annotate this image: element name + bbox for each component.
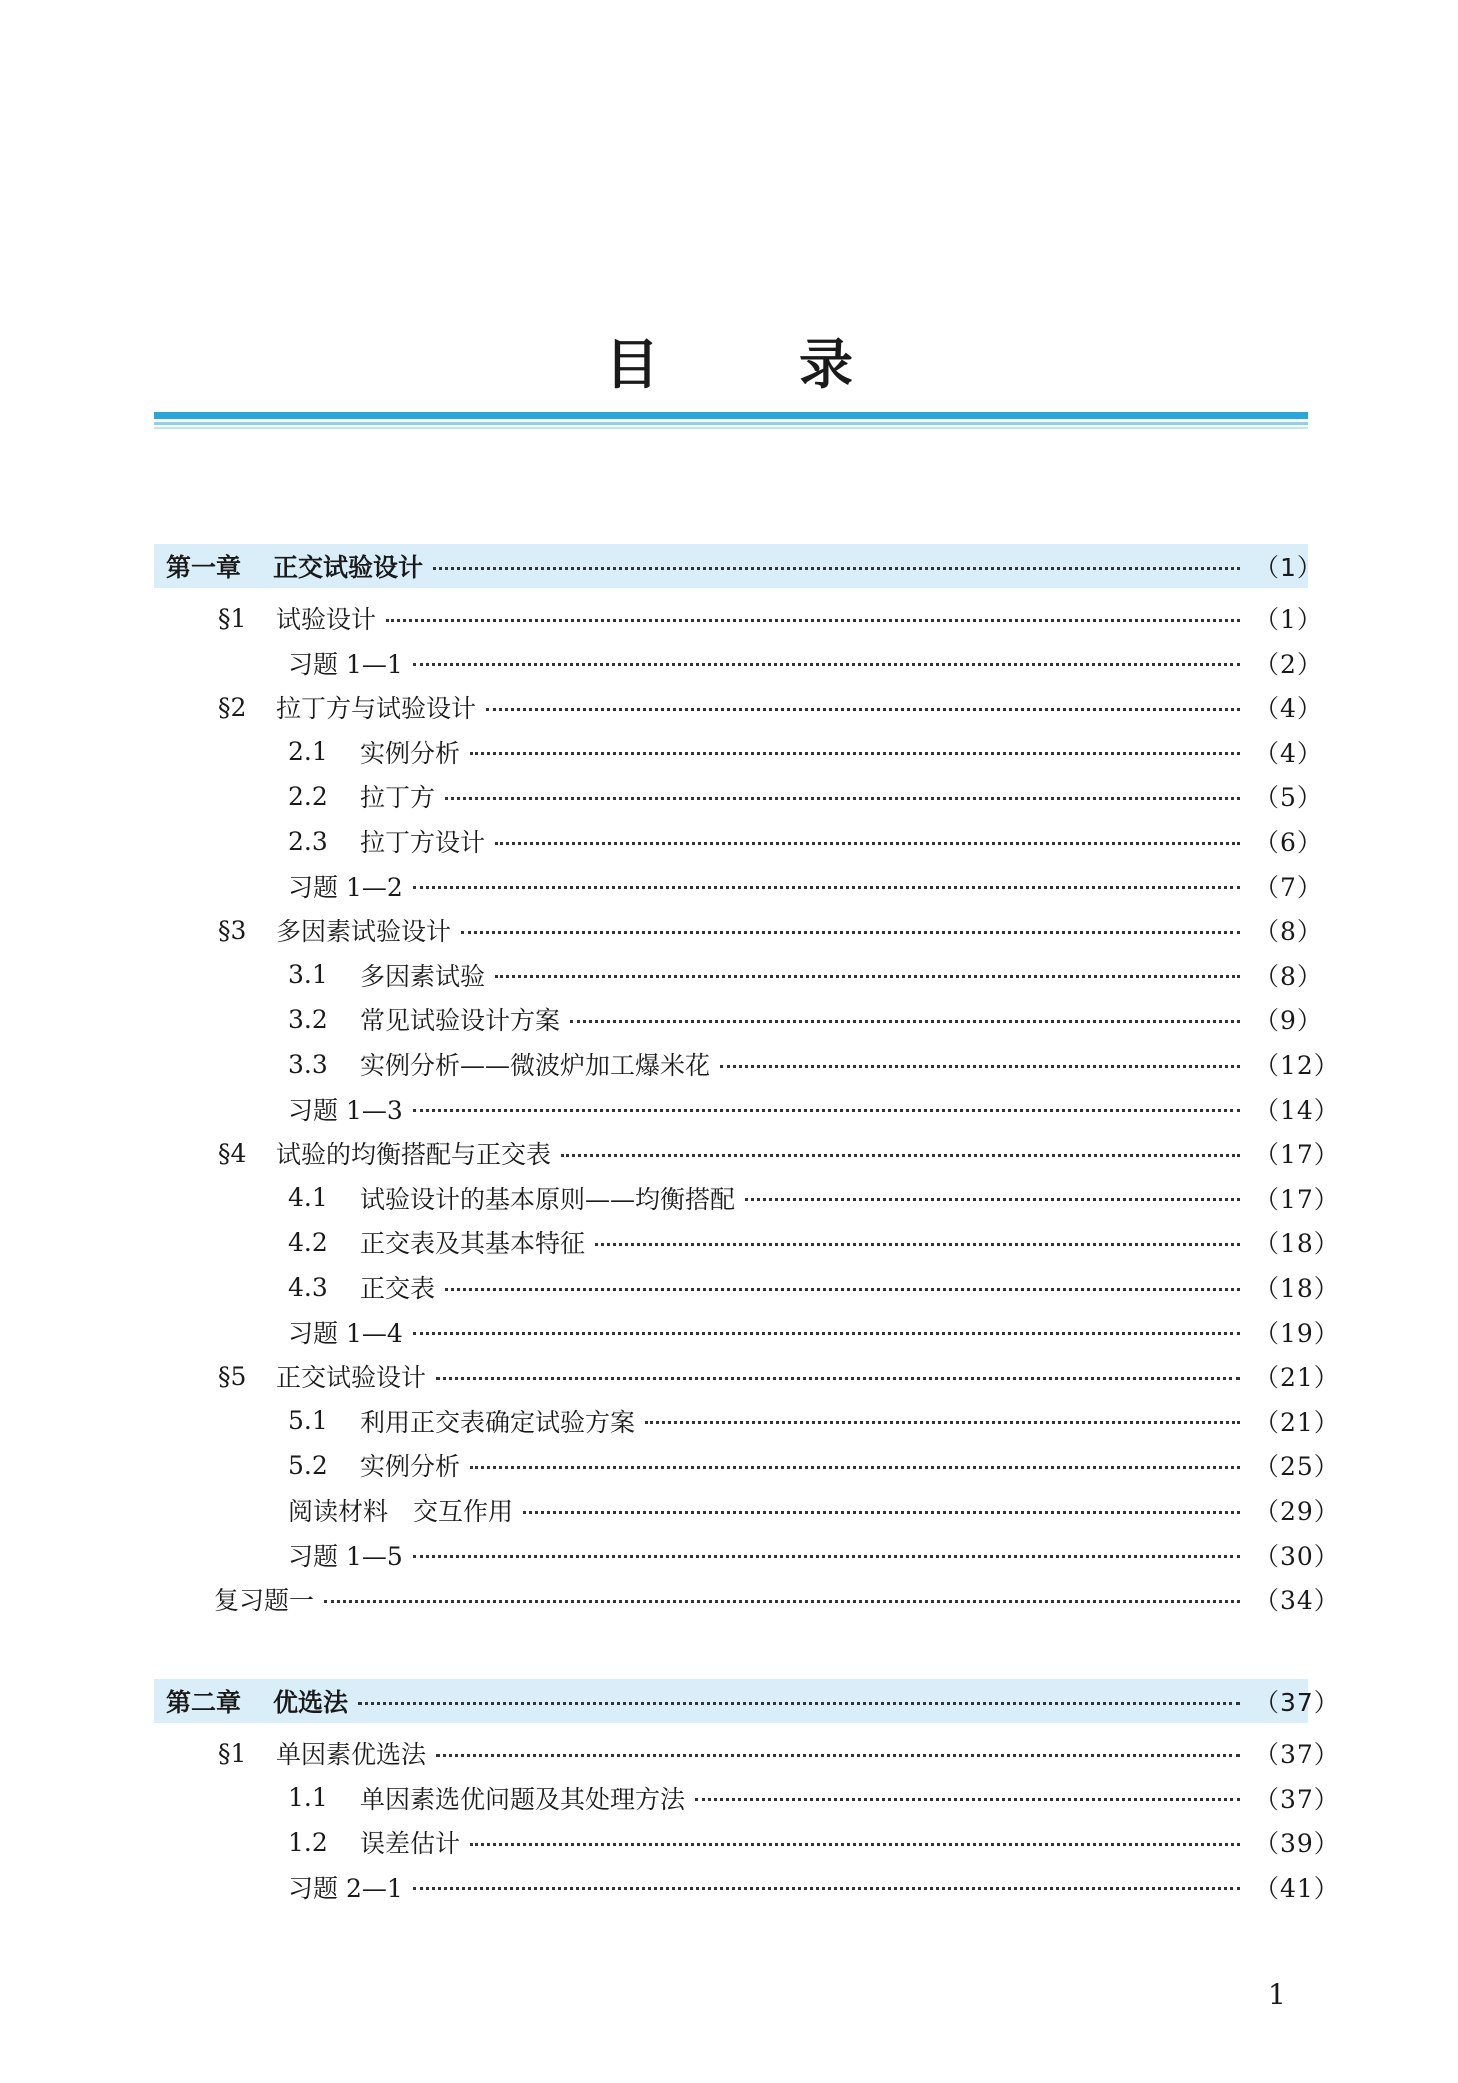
entry-page: （14） (1254, 1095, 1340, 1125)
entry-page: （21） (1254, 1407, 1340, 1437)
entry-number: 1.1 (288, 1783, 328, 1813)
entry-page: （25） (1254, 1452, 1340, 1482)
dot-leader (495, 842, 1240, 845)
chapter-title: 优选法 (273, 1688, 349, 1717)
entry-title: 复习题一 (214, 1586, 315, 1616)
dot-leader (495, 975, 1240, 978)
toc-entry-row[interactable] (154, 1577, 1340, 1621)
entry-title: 习题 2—1 (288, 1873, 403, 1903)
toc-entry-row[interactable] (154, 685, 1323, 729)
entry-page: （37） (1254, 1784, 1340, 1814)
toc-chapter-row[interactable] (154, 1679, 1340, 1723)
entry-number: 4.1 (288, 1183, 328, 1213)
entry-page: （2） (1254, 649, 1323, 679)
entry-title: 利用正交表确定试验方案 (360, 1407, 636, 1437)
entry-page: （4） (1254, 694, 1323, 724)
dot-leader (570, 1020, 1240, 1023)
entry-title: 习题 1—2 (288, 872, 403, 902)
toc-entry-row[interactable] (154, 1399, 1340, 1443)
entry-title: 习题 1—1 (288, 649, 403, 679)
entry-page: （5） (1254, 783, 1323, 813)
toc-entry-row[interactable] (154, 1087, 1340, 1131)
dot-leader (695, 1798, 1240, 1801)
dot-leader (486, 708, 1240, 711)
toc-entry-row[interactable] (154, 997, 1323, 1041)
entry-page: （21） (1254, 1363, 1340, 1393)
entry-page: （4） (1254, 738, 1323, 768)
title-underline (154, 412, 1308, 432)
entry-page: （18） (1254, 1229, 1340, 1259)
dot-leader (436, 1377, 1240, 1380)
entry-number: 5.1 (288, 1406, 328, 1436)
dot-leader (470, 1466, 1240, 1469)
entry-number: 3.3 (288, 1049, 328, 1079)
entry-title: 试验设计的基本原则——均衡搭配 (360, 1184, 736, 1214)
chapter-label: 第二章 (166, 1688, 242, 1717)
entry-number: 4.3 (288, 1272, 328, 1302)
entry-title: 单因素选优问题及其处理方法 (360, 1784, 686, 1814)
toc-entry-row[interactable] (154, 1310, 1340, 1354)
entry-title: 拉丁方设计 (360, 828, 486, 857)
entry-page: （17） (1254, 1184, 1340, 1214)
entry-number: §3 (218, 915, 247, 945)
chapter-title: 正交试验设计 (273, 553, 424, 582)
toc-entry-row[interactable] (154, 641, 1323, 685)
entry-title: 正交表 (360, 1274, 436, 1303)
toc-entry-row[interactable] (154, 1265, 1340, 1309)
entry-title: 实例分析 (360, 1452, 461, 1482)
entry-page: （29） (1254, 1497, 1340, 1526)
entry-number: §5 (218, 1361, 247, 1391)
dot-leader (461, 931, 1240, 934)
toc-entry-row[interactable] (154, 1443, 1340, 1487)
entry-page: （41） (1254, 1873, 1340, 1903)
entry-page: （12） (1254, 1051, 1340, 1080)
toc-entry-row[interactable] (154, 864, 1323, 908)
entry-title: 习题 1—5 (288, 1541, 403, 1571)
title-char-1: 目 (605, 333, 659, 396)
toc-chapter-row[interactable] (154, 544, 1323, 588)
entry-page: （8） (1254, 917, 1323, 947)
entry-title: 习题 1—3 (288, 1095, 403, 1125)
dot-leader (523, 1511, 1240, 1514)
toc-entry-row[interactable] (154, 1731, 1340, 1775)
toc-entry-row[interactable] (154, 1865, 1340, 1909)
entry-title: 习题 1—4 (288, 1318, 403, 1348)
chapter-page: （37） (1254, 1688, 1340, 1717)
entry-title: 阅读材料 交互作用 (288, 1497, 514, 1526)
dot-leader (413, 1109, 1240, 1112)
entry-title: 拉丁方与试验设计 (276, 694, 477, 724)
dot-leader (413, 1887, 1240, 1890)
entry-title: 多因素试验设计 (276, 917, 452, 947)
entry-title: 试验设计 (276, 605, 377, 634)
entry-page: （34） (1254, 1586, 1340, 1616)
entry-title: 试验的均衡搭配与正交表 (276, 1140, 552, 1170)
entry-number: 2.2 (288, 781, 328, 811)
dot-leader (745, 1198, 1240, 1201)
page-number: 1 (1268, 1978, 1286, 2011)
dot-leader (358, 1702, 1240, 1705)
entry-title: 正交表及其基本特征 (360, 1229, 586, 1259)
entry-page: （6） (1254, 828, 1323, 857)
dot-leader (561, 1154, 1240, 1157)
entry-number: §1 (218, 1738, 247, 1768)
dot-leader (470, 752, 1240, 755)
dot-leader (386, 619, 1240, 622)
entry-title: 常见试验设计方案 (360, 1006, 561, 1036)
entry-page: （9） (1254, 1006, 1323, 1036)
entry-page: （39） (1254, 1829, 1340, 1859)
toc-entry-row[interactable] (154, 1131, 1340, 1175)
entry-number: §4 (218, 1138, 247, 1168)
entry-number: 1.2 (288, 1827, 328, 1857)
toc-entry-row[interactable] (154, 1042, 1340, 1086)
entry-title: 误差估计 (360, 1829, 461, 1859)
entry-title: 实例分析——微波炉加工爆米花 (360, 1051, 711, 1080)
entry-title: 多因素试验 (360, 961, 486, 991)
entry-page: （17） (1254, 1140, 1340, 1170)
entry-title: 实例分析 (360, 738, 461, 768)
toc-entry-row[interactable] (154, 1533, 1340, 1577)
dot-leader (445, 1288, 1240, 1291)
entry-page: （8） (1254, 961, 1323, 991)
dot-leader (413, 1555, 1240, 1558)
dot-leader (595, 1243, 1240, 1246)
toc-entry-row[interactable] (154, 1354, 1340, 1398)
chapter-label: 第一章 (166, 553, 242, 582)
toc-entry-row[interactable] (154, 908, 1323, 952)
toc-entry-row[interactable] (154, 953, 1323, 997)
entry-number: §1 (218, 603, 247, 633)
dot-leader (445, 797, 1240, 800)
toc-entry-row[interactable] (154, 730, 1323, 774)
entry-number: 3.1 (288, 960, 328, 990)
entry-page: （37） (1254, 1740, 1340, 1769)
toc-entry-row[interactable] (154, 774, 1323, 818)
chapter-page: （1） (1254, 553, 1323, 582)
toc-entry-row[interactable] (154, 1820, 1340, 1864)
entry-number: §2 (218, 692, 247, 722)
dot-leader (433, 567, 1240, 570)
entry-title: 单因素优选法 (276, 1740, 427, 1769)
title-char-2: 录 (799, 333, 853, 396)
entry-number: 5.2 (288, 1450, 328, 1480)
entry-number: 2.1 (288, 737, 328, 767)
entry-page: （30） (1254, 1541, 1340, 1571)
dot-leader (470, 1843, 1240, 1846)
entry-page: （7） (1254, 872, 1323, 902)
dot-leader (324, 1600, 1240, 1603)
entry-page: （18） (1254, 1274, 1340, 1303)
entry-page: （19） (1254, 1318, 1340, 1348)
entry-number: 4.2 (288, 1227, 328, 1257)
toc-entry-row[interactable] (154, 596, 1323, 640)
entry-number: 3.2 (288, 1004, 328, 1034)
entry-number: 2.3 (288, 826, 328, 856)
toc-entry-row[interactable] (154, 1776, 1340, 1820)
toc-entry-row[interactable] (154, 1220, 1340, 1264)
toc-entry-row[interactable] (154, 1176, 1340, 1220)
entry-page: （1） (1254, 605, 1323, 634)
dot-leader (413, 1332, 1240, 1335)
dot-leader (413, 663, 1240, 666)
dot-leader (413, 886, 1240, 889)
dot-leader (436, 1754, 1240, 1757)
dot-leader (720, 1065, 1240, 1068)
toc-entry-row[interactable] (154, 819, 1323, 863)
page-title (0, 322, 1458, 399)
toc-entry-row[interactable] (154, 1488, 1340, 1532)
dot-leader (645, 1421, 1240, 1424)
entry-title: 拉丁方 (360, 783, 436, 813)
entry-title: 正交试验设计 (276, 1363, 427, 1393)
